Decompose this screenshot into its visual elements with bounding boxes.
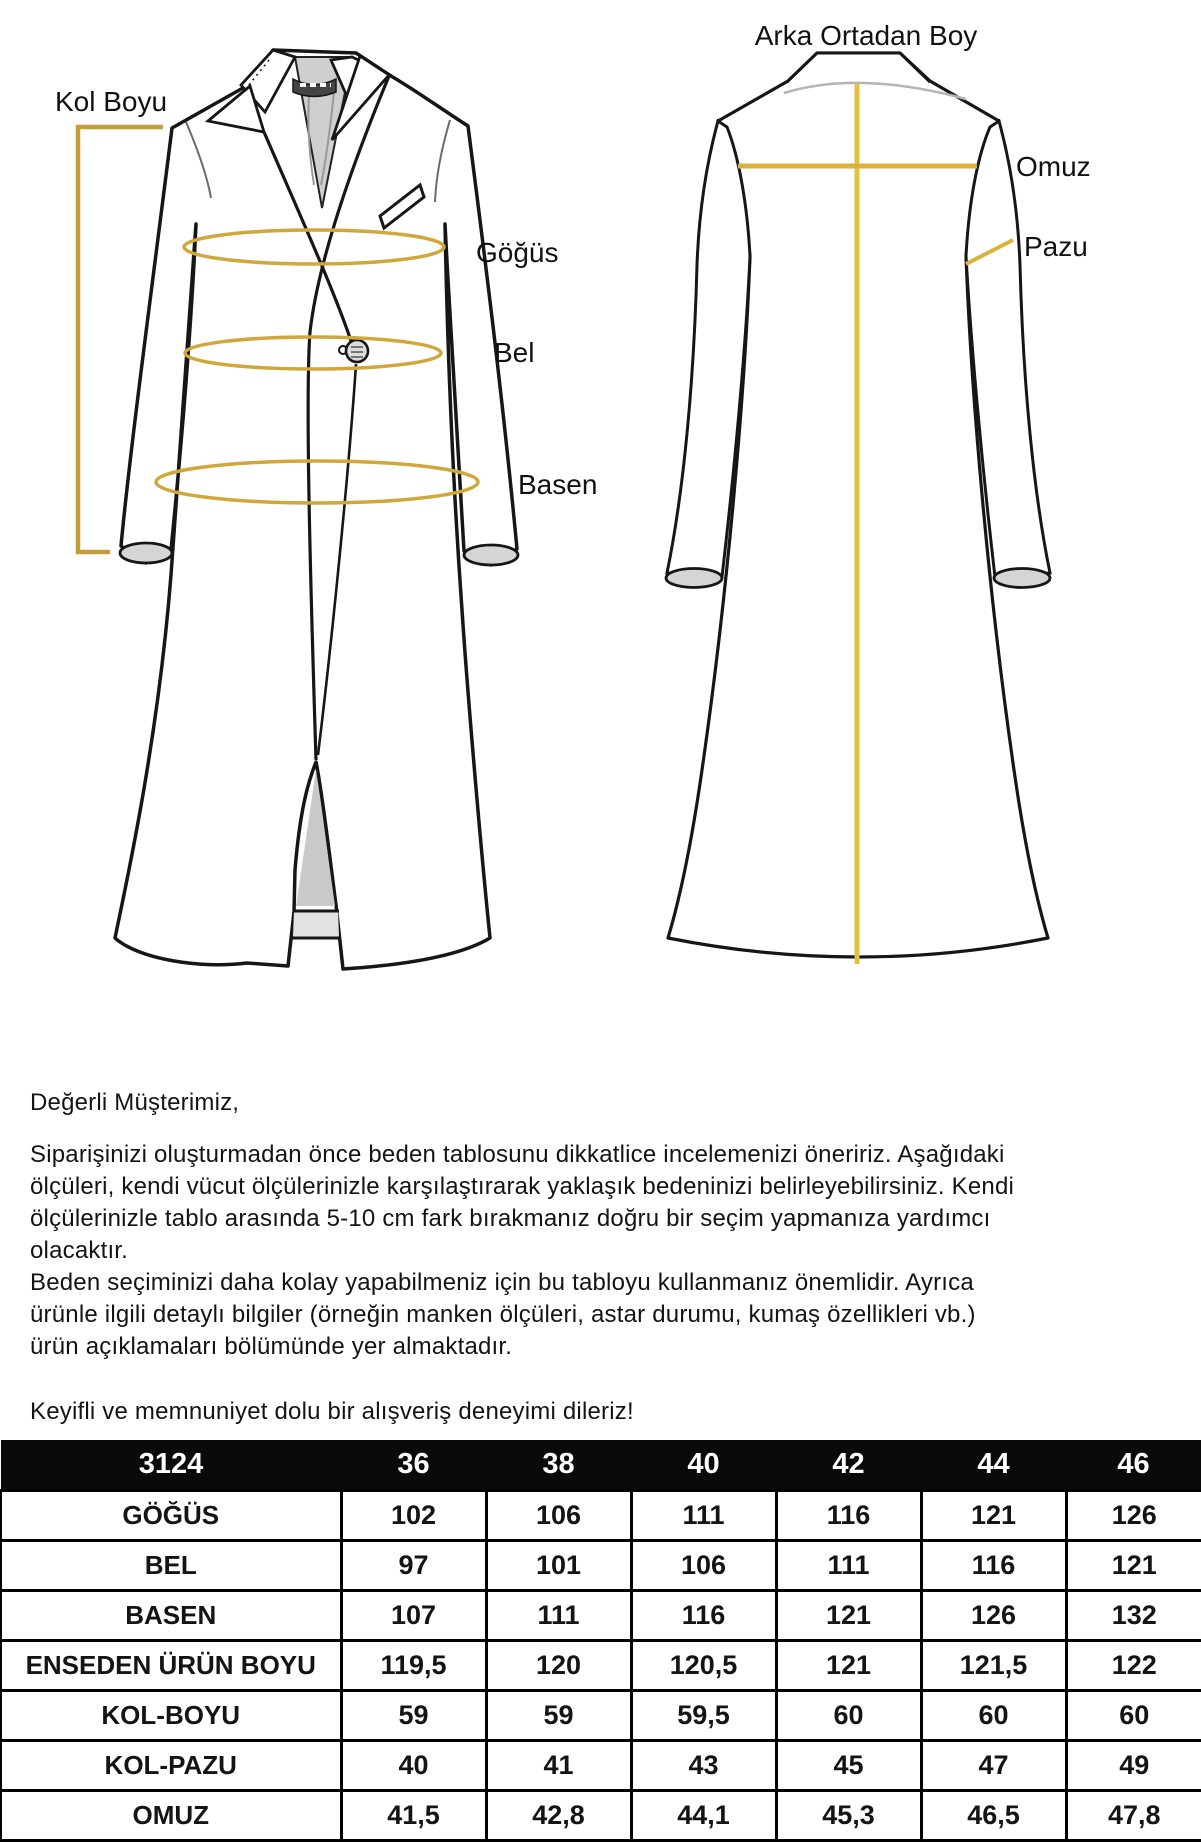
measure-value-cell: 122 xyxy=(1066,1641,1201,1691)
table-row xyxy=(1,1641,1201,1691)
measure-value-cell: 116 xyxy=(631,1591,776,1641)
table-row xyxy=(1,1691,1201,1741)
label-arka-ortadan-boy: Arka Ortadan Boy xyxy=(754,20,978,51)
measure-value-cell: 106 xyxy=(631,1541,776,1591)
measure-value-cell: 45,3 xyxy=(776,1791,921,1841)
table-row xyxy=(1,1591,1201,1641)
p1-line-1: Siparişinizi oluşturmadan önce beden tablosunu dikkatlice incelemenizi öneririz. Aşağıdaki xyxy=(30,1141,1005,1168)
front-slit-facing xyxy=(293,910,339,937)
measure-value-cell: 126 xyxy=(921,1591,1066,1641)
p1-line-2: ölçüleri, kendi vücut ölçülerinizle karşılaştırarak yaklaşık bedeninizi belirleyebilirsiniz. Kendi xyxy=(30,1173,1015,1200)
table-row xyxy=(1,1541,1201,1591)
measure-value-cell: 107 xyxy=(341,1591,486,1641)
label-omuz: Omuz xyxy=(1016,151,1091,182)
measure-value-cell: 60 xyxy=(776,1691,921,1741)
measure-label-cell: OMUZ xyxy=(1,1791,341,1841)
table-row xyxy=(1,1741,1201,1791)
measure-value-cell: 42,8 xyxy=(486,1791,631,1841)
measure-value-cell: 120 xyxy=(486,1641,631,1691)
table-row xyxy=(1,1491,1201,1541)
measure-value-cell: 60 xyxy=(1066,1691,1201,1741)
measure-value-cell: 60 xyxy=(921,1691,1066,1741)
customer-note xyxy=(30,1087,1170,1428)
front-right-cuff xyxy=(464,545,518,565)
measure-value-cell: 111 xyxy=(486,1591,631,1641)
size-table-section xyxy=(0,1440,1200,1830)
label-basen: Basen xyxy=(518,469,598,500)
size-header-cell-38: 38 xyxy=(486,1440,631,1491)
label-kol-boyu: Kol Boyu xyxy=(55,86,168,117)
measure-value-cell: 97 xyxy=(341,1541,486,1591)
label-gogus: Göğüs xyxy=(476,237,559,268)
measure-value-cell: 59,5 xyxy=(631,1691,776,1741)
back-right-cuff xyxy=(994,569,1050,588)
p1-line-3: ölçülerinizle tablo arasında 5-10 cm fark bırakmanız doğru bir seçim yapmanıza yardımcı xyxy=(30,1205,991,1232)
table-row xyxy=(1,1791,1201,1841)
paragraph-1 xyxy=(30,1139,1170,1267)
measure-value-cell: 120,5 xyxy=(631,1641,776,1691)
measure-value-cell: 121 xyxy=(776,1641,921,1691)
measure-label-cell: BASEN xyxy=(1,1591,341,1641)
measure-value-cell: 132 xyxy=(1066,1591,1201,1641)
measure-label-cell: ENSEDEN ÜRÜN BOYU xyxy=(1,1641,341,1691)
measure-value-cell: 121 xyxy=(776,1591,921,1641)
header-row xyxy=(1,1440,1201,1491)
measure-label-cell: GÖĞÜS xyxy=(1,1491,341,1541)
p2-line-3: ürün açıklamaları bölümünde yer almaktadır. xyxy=(30,1333,513,1360)
back-coat-drawing xyxy=(666,53,1050,964)
waist-button xyxy=(346,340,368,362)
size-header-cell-40: 40 xyxy=(631,1440,776,1491)
p2-line-2: ürünle ilgili detaylı bilgiler (örneğin manken ölçüleri, astar durumu, kumaş özellikleri vb.) xyxy=(30,1301,976,1328)
front-left-cuff xyxy=(120,543,172,563)
size-header-cell-44: 44 xyxy=(921,1440,1066,1491)
model-number-cell: 3124 xyxy=(1,1440,341,1491)
size-header-cell-46: 46 xyxy=(1066,1440,1201,1491)
measure-value-cell: 121 xyxy=(921,1491,1066,1541)
measure-value-cell: 121 xyxy=(1066,1541,1201,1591)
measure-value-cell: 46,5 xyxy=(921,1791,1066,1841)
label-bel: Bel xyxy=(494,337,535,368)
size-table xyxy=(0,1440,1201,1842)
size-header-cell-36: 36 xyxy=(341,1440,486,1491)
p1-line-4: olacaktır. xyxy=(30,1237,129,1264)
measure-value-cell: 49 xyxy=(1066,1741,1201,1791)
measure-value-cell: 101 xyxy=(486,1541,631,1591)
label-pazu: Pazu xyxy=(1024,231,1088,262)
measure-value-cell: 47,8 xyxy=(1066,1791,1201,1841)
measure-value-cell: 44,1 xyxy=(631,1791,776,1841)
paragraph-2 xyxy=(30,1267,1170,1363)
measure-value-cell: 121,5 xyxy=(921,1641,1066,1691)
measure-value-cell: 45 xyxy=(776,1741,921,1791)
closing-line: Keyifli ve memnuniyet dolu bir alışveriş deneyimi dileriz! xyxy=(30,1398,634,1425)
measure-value-cell: 41 xyxy=(486,1741,631,1791)
measure-value-cell: 59 xyxy=(341,1691,486,1741)
measure-label-cell: KOL-PAZU xyxy=(1,1741,341,1791)
measure-value-cell: 111 xyxy=(776,1541,921,1591)
back-left-cuff xyxy=(666,569,722,588)
measure-value-cell: 116 xyxy=(776,1491,921,1541)
front-coat-drawing xyxy=(78,50,518,969)
size-header-cell-42: 42 xyxy=(776,1440,921,1491)
size-table-header xyxy=(1,1440,1201,1491)
measure-value-cell: 126 xyxy=(1066,1491,1201,1541)
back-collar xyxy=(787,53,930,82)
measure-label-cell: BEL xyxy=(1,1541,341,1591)
measure-value-cell: 119,5 xyxy=(341,1641,486,1691)
measure-value-cell: 106 xyxy=(486,1491,631,1541)
measure-label-cell: KOL-BOYU xyxy=(1,1691,341,1741)
measure-value-cell: 102 xyxy=(341,1491,486,1541)
measure-value-cell: 111 xyxy=(631,1491,776,1541)
measure-value-cell: 41,5 xyxy=(341,1791,486,1841)
size-table-body xyxy=(1,1491,1201,1841)
measure-value-cell: 116 xyxy=(921,1541,1066,1591)
measure-value-cell: 40 xyxy=(341,1741,486,1791)
greeting-line: Değerli Müşterimiz, xyxy=(30,1089,240,1116)
measure-value-cell: 59 xyxy=(486,1691,631,1741)
measure-value-cell: 47 xyxy=(921,1741,1066,1791)
measure-value-cell: 43 xyxy=(631,1741,776,1791)
p2-line-1: Beden seçiminizi daha kolay yapabilmeniz için bu tabloyu kullanmanız önemlidir. Ayrıca xyxy=(30,1269,974,1296)
